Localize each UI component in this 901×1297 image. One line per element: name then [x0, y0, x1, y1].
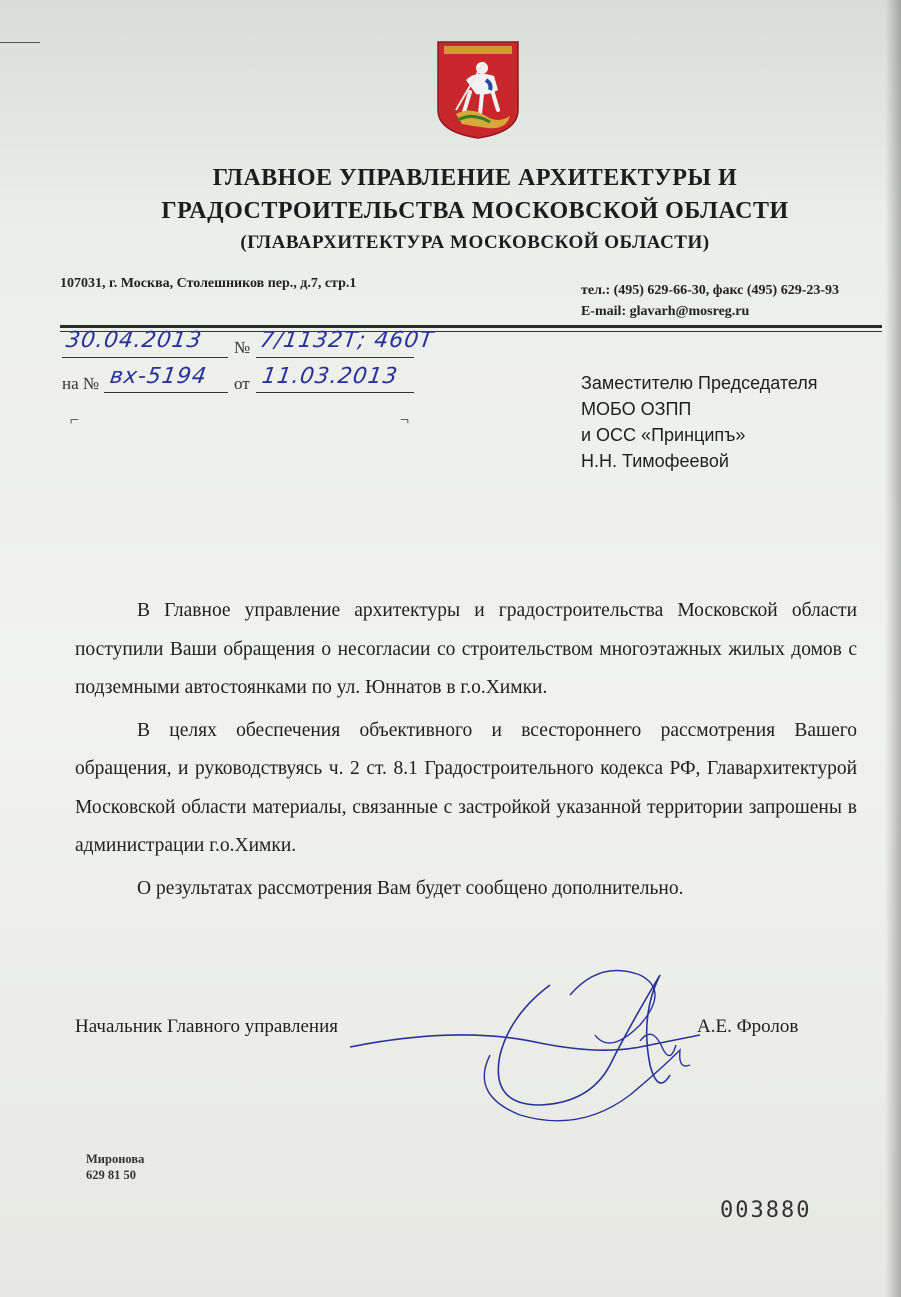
corner-mark-left: ⌐ [70, 412, 80, 429]
addressee-line-1: Заместителю Председателя [581, 373, 818, 393]
paper-shadow [885, 0, 901, 1297]
date-underline [62, 357, 228, 358]
letter-body [75, 592, 857, 908]
executor-phone: 629 81 50 [86, 1168, 136, 1182]
number-underline [256, 357, 414, 358]
executor-name: Миронова [86, 1152, 145, 1166]
addressee-line-3: и ОСС «Принципъ» [581, 425, 746, 445]
from-label: от [234, 374, 250, 393]
form-serial-number: 003880 [720, 1198, 812, 1223]
reply-date-handwritten: 11.03.2013 [260, 364, 400, 389]
handwritten-signature [340, 955, 720, 1135]
reply-number-underline [104, 392, 228, 393]
outgoing-date-handwritten: 30.04.2013 [64, 328, 204, 353]
reply-number-label: на № [62, 374, 100, 393]
body-paragraph-3: О результатах рассмотрения Вам будет сообщено дополнительно. [137, 877, 684, 899]
body-paragraph-1: В Главное управление архитектуры и градостроительства Московской области поступили Ваши обращения о несогласии со строительством многоэтажных жилых домов с подземными автостоянками по ул. Юннатов в г.о.Химки. [75, 600, 857, 698]
org-phones: тел.: (495) 629-66-30, факс (495) 629-23-93 [581, 283, 840, 298]
corner-mark-right: ¬ [400, 412, 410, 429]
addressee-line-4: Н.Н. Тимофеевой [581, 451, 729, 471]
org-email: E-mail: glavarh@mosreg.ru [581, 304, 750, 319]
org-short-name: (ГЛАВАРХИТЕКТУРА МОСКОВСКОЙ ОБЛАСТИ) [240, 232, 710, 253]
org-name-line-2: ГРАДОСТРОИТЕЛЬСТВА МОСКОВСКОЙ ОБЛАСТИ [161, 198, 789, 224]
addressee-line-2: МОБО ОЗПП [581, 399, 692, 419]
outgoing-number-handwritten: 7/1132Т; 460Т [258, 328, 436, 353]
signatory-title: Начальник Главного управления [75, 1016, 339, 1037]
org-address: 107031, г. Москва, Столешников пер., д.7, стр.1 [60, 276, 357, 291]
reply-number-handwritten: вх-5194 [108, 364, 209, 389]
body-paragraph-2: В целях обеспечения объективного и всестороннего рассмотрения Вашего обращения, и руководствуясь ч. 2 ст. 8.1 Градостроительного кодекса РФ, Главархитектурой Московской области материалы, связанные с застройкой указанной территории запрошены в администрации г.о.Химки. [75, 719, 857, 856]
paper-edge-mark [0, 42, 40, 43]
reply-date-underline [256, 392, 414, 393]
coat-of-arms-icon [436, 40, 520, 140]
org-name-line-1: ГЛАВНОЕ УПРАВЛЕНИЕ АРХИТЕКТУРЫ И [212, 165, 738, 191]
number-label: № [234, 338, 251, 357]
signatory-name: А.Е. Фролов [697, 1016, 799, 1037]
